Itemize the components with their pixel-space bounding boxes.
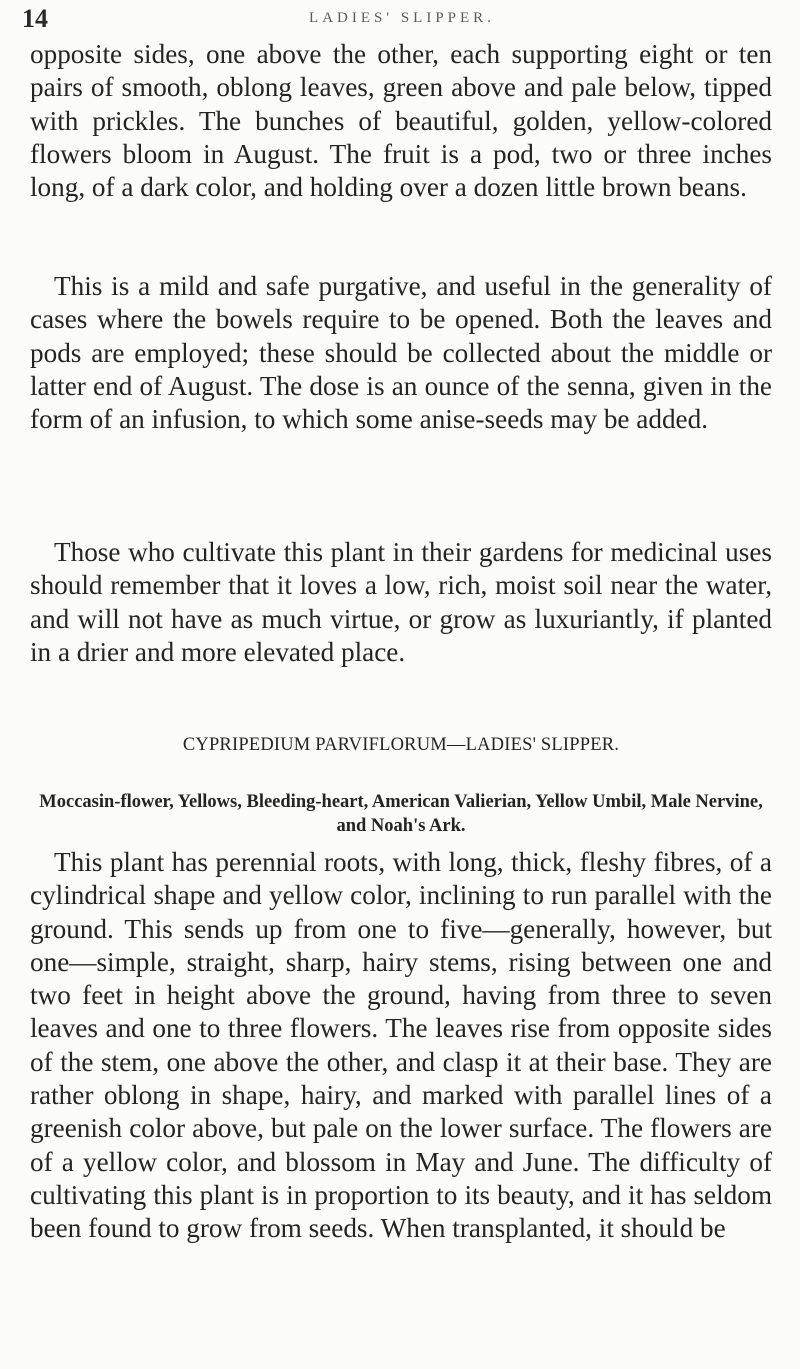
synonyms-list: Moccasin-flower, Yellows, Bleeding-heart, American Valierian, Yellow Umbil, Male Nervine, and Noah's Ark. [39, 792, 763, 836]
section-heading: CYPRIPEDIUM PARVIFLORUM—LADIES' SLIPPER. [182, 735, 620, 755]
running-head [22, 4, 782, 34]
paragraph-continued: opposite sides, one above the other, each supporting eight or ten pairs of smooth, oblong leaves, green above and pale below, tipped with prickles. The bunches of beautiful, golden, yellow-colored flowers bloom in August. The fruit is a pod, two or three inches long, of a dark color, and holding over a dozen little brown beans. [30, 39, 772, 203]
paragraph-cultivation: Those who cultivate this plant in their gardens for medicinal uses should remember that it loves a low, rich, moist soil near the water, and will not have as much virtue, or grow as luxuriantly, if planted in a drier and more elevated place. [30, 537, 772, 667]
paragraph-description: This plant has perennial roots, with long, thick, fleshy fibres, of a cylindrical shape and yellow color, inclining to run parallel with the ground. This sends up from one to five—generally, however, but one—simple, straight, sharp, hairy stems, rising between one and two feet in height above the ground, having from three to seven leaves and one to three flowers. The leaves rise from opposite sides of the stem, one above the other, and clasp it at their base. They are rather oblong in shape, hairy, and marked with parallel lines of a greenish color above, but pale on the lower surface. The flowers are of a yellow color, and blossom in May and June. The difficulty of cultivating this plant is in proportion to its beauty, and it has seldom been found to grow from seeds. When transplanted, it should be [30, 847, 772, 1244]
running-head-title: LADIES' SLIPPER. [309, 10, 495, 26]
page-number: 14 [22, 4, 48, 33]
paragraph-purgative: This is a mild and safe purgative, and useful in the generality of cases where the bowels require to be opened. Both the leaves and pods are employed; these should be collected about the middle or latter end of August. The dose is an ounce of the senna, given in the form of an infusion, to which some anise-seeds may be added. [30, 271, 772, 435]
